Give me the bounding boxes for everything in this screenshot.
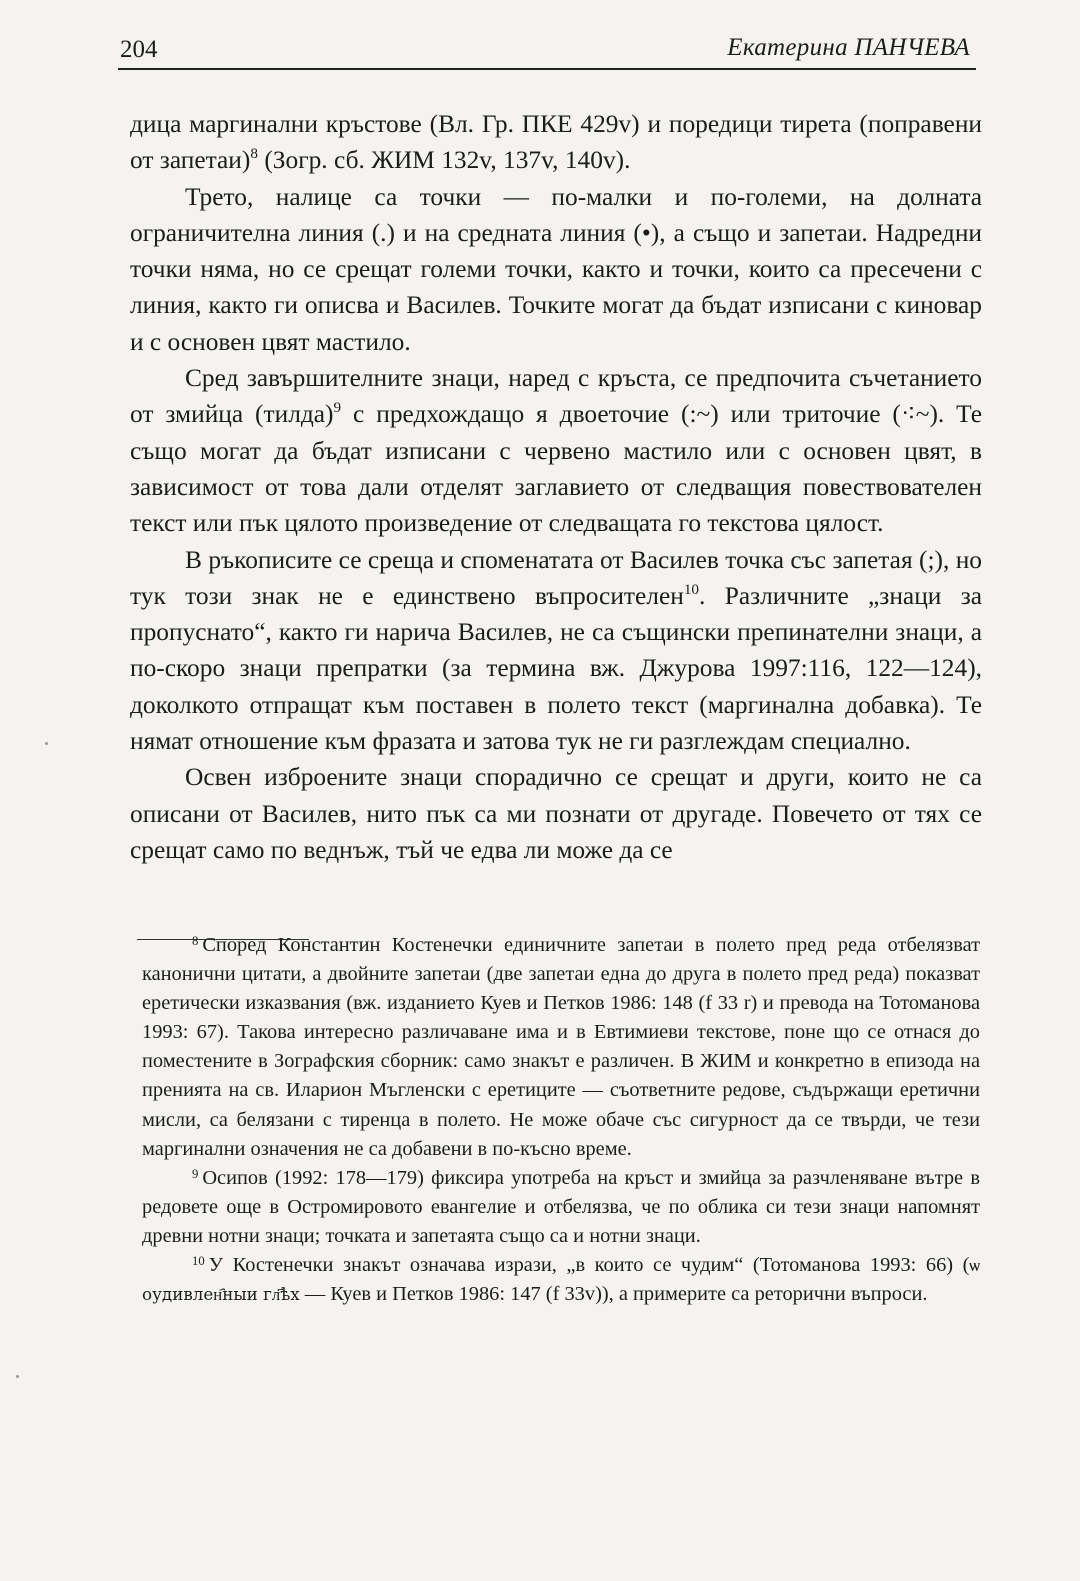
- slavonic-quote: ѡ оудивлен҄ныи гл҃ѣх: [142, 1255, 980, 1305]
- footnote-number: 8: [192, 934, 199, 949]
- footnote-number: 10: [192, 1254, 205, 1269]
- footnote-ref: 10: [683, 580, 700, 598]
- footnote-number: 9: [192, 1167, 199, 1182]
- paper-speck: [45, 742, 48, 745]
- footnotes: [142, 931, 980, 1309]
- footnote: $^9$ Осипов (1992: 178—179) фиксира употреба на кръст и змийца за разчленяване вътре в редовете още в Остромировото евангелие и отбелязва, че по облика си тези знаци напомнят древни нотни знаци; точката и запетаята също са и нотни знаци.: [142, 1166, 980, 1247]
- main-text: [130, 106, 982, 868]
- paragraph: В ръкописите се среща и споменатата от Василев точка със запетая (;), но тук този знак не е единствено въпросителен$^{10}$. Различните „знаци за пропуснато“, както ги нарича Василев, не са същински препинателни знаци, а по-скоро знаци препратки (за термина вж. Джурова 1997:116, 122—124), доколкото отпращат към поставен в полето текст (маргинална добавка). Те нямат отношение към фразата и затова тук не ги разглеждам специално.: [130, 545, 982, 756]
- footnote: $^8$ Според Константин Костенечки единичните запетаи в полето пред реда отбелязват канонични цитати, а двойните запетаи (две запетаи една до друга в полето пред реда) показват еретически изказвания (вж. изданието Куев и Петков 1986: 148 (f 33 r) и превода на Тотоманова 1993: 67). Такова интересно различаване има и в Евтимиеви текстове, поне що се отнася до поместените в Зографския сборник: само знакът е различен. В ЖИМ и конкретно в епизода на пренията на св. Иларион Мъгленски с еретиците — съответните редове, съдържащи еретични мисли, са белязани с тиренца в полето. Не може обаче със сигурност да се твърди, че тези маргинални означения не са добавени в по-късно време.: [142, 934, 980, 1160]
- page-header: [118, 22, 976, 70]
- page-number: 204: [120, 36, 158, 63]
- footnote-ref: 9: [333, 399, 342, 417]
- paper-speck: [16, 1375, 19, 1378]
- paragraph: Освен изброените знаци спорадично се срещат и други, които не са описани от Василев, нито пък са ми познати от другаде. Повечето от тях се срещат само по веднъж, тъй че едва ли може да се: [130, 763, 982, 864]
- paragraph: Сред завършителните знаци, наред с кръста, се предпочита съчетанието от змийца (тилда)$^9$ с предхождащо я двоеточие (:~) или триточие (⁖~). Те също могат да бъдат изписани с червено мастило или с основен цвят, в зависимост от това дали отделят заглавието от следващия повествователен текст или пък цялото произведение от следващата го текстова цялост.: [130, 364, 982, 538]
- footnote: $^{10}$ У Костенечки знакът означава изрази, „в които се чудим“ (Тотоманова 1993: 66) (ѡ оудивлен҄ныи гл҃ѣх — Куев и Петков 1986: 147 (f 33v)), а примерите са реторични въпроси.: [142, 1254, 980, 1306]
- paragraph: Трето, налице са точки — по-малки и по-големи, на долната ограничителна линия (.) и на средната линия (•), а също и запетаи. Надредни точки няма, но се срещат големи точки, както и точки, които са пресечени с линия, както ги описва и Василев. Точките могат да бъдат изписани с киновар и с основен цвят мастило.: [130, 182, 982, 356]
- running-head: Екатерина ПАНЧЕВА: [727, 34, 970, 61]
- paragraph: дица маргинални кръстове (Вл. Гр. ПКЕ 429v) и поредици тирета (поправени от запетаи)$^8$ (Зогр. сб. ЖИМ 132v, 137v, 140v).: [130, 110, 982, 175]
- footnote-ref: 8: [250, 145, 258, 163]
